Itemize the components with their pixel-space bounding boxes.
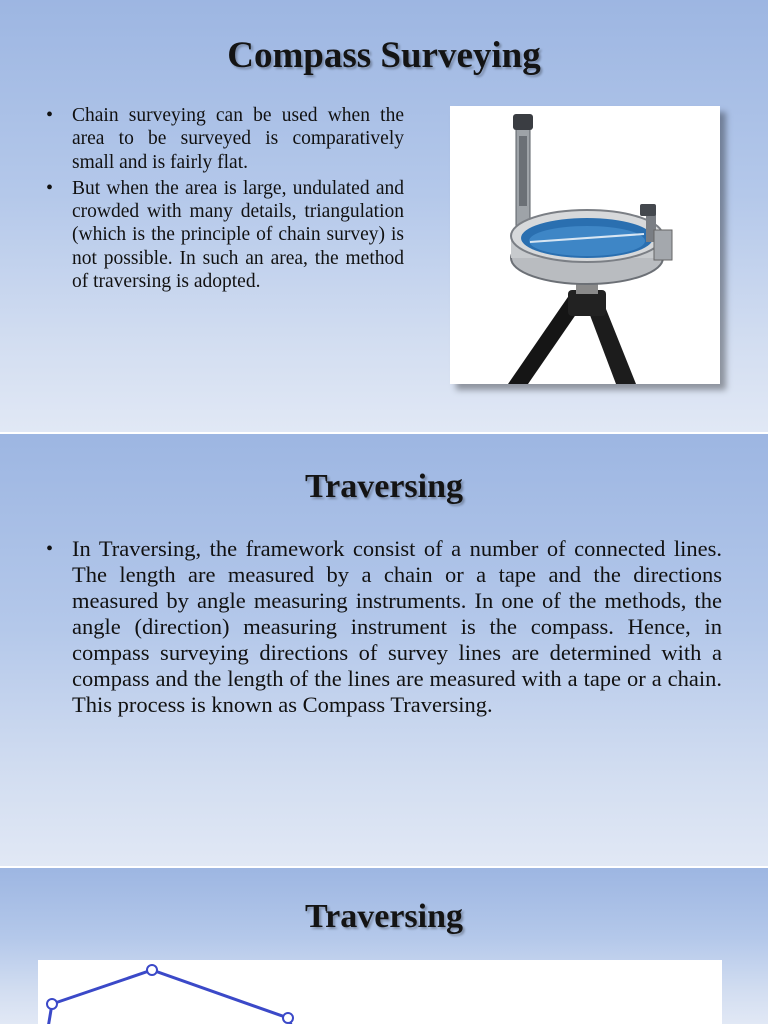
slide-traversing-diagram [0,868,768,1024]
traverse-lines-icon [38,960,722,1024]
bullet-dot: • [46,538,54,560]
slide-compass-surveying [0,0,768,432]
slide-title: Compass Surveying [227,35,541,76]
bullet-item [42,536,722,718]
traverse-diagram [38,960,722,1024]
slide-title: Traversing [304,898,463,935]
slide-title: Traversing [304,468,463,505]
bullet-list [42,104,404,296]
slide-traversing [0,434,768,866]
bullet-text: In Traversing, the framework consist of a number of connected lines. The length are measured by a chain or a tape and the directions measured by angle measuring instruments. In one of the methods, the angle (direction) measuring instrument is the compass. Hence, in compass surveying directions of survey lines are determined with a compass and the length of the lines are measured with a tape or a chain. This process is known as Compass Traversing. [72,536,722,717]
bullet-list [42,536,722,718]
bullet-text: Chain surveying can be used when the area to be surveyed is comparatively small and is fairly flat. [72,105,404,173]
bullet-dot: • [46,104,54,126]
bullet-item [42,177,404,293]
bullet-text: But when the area is large, undulated and crowded with many details, triangulation (which is the principle of chain survey) is not possible. In such an area, the method of traversing is adopted. [72,177,404,293]
bullet-dot: • [46,176,54,199]
compass-photo [450,106,720,384]
bullet-item [42,104,404,174]
prismatic-compass-icon [450,106,720,384]
